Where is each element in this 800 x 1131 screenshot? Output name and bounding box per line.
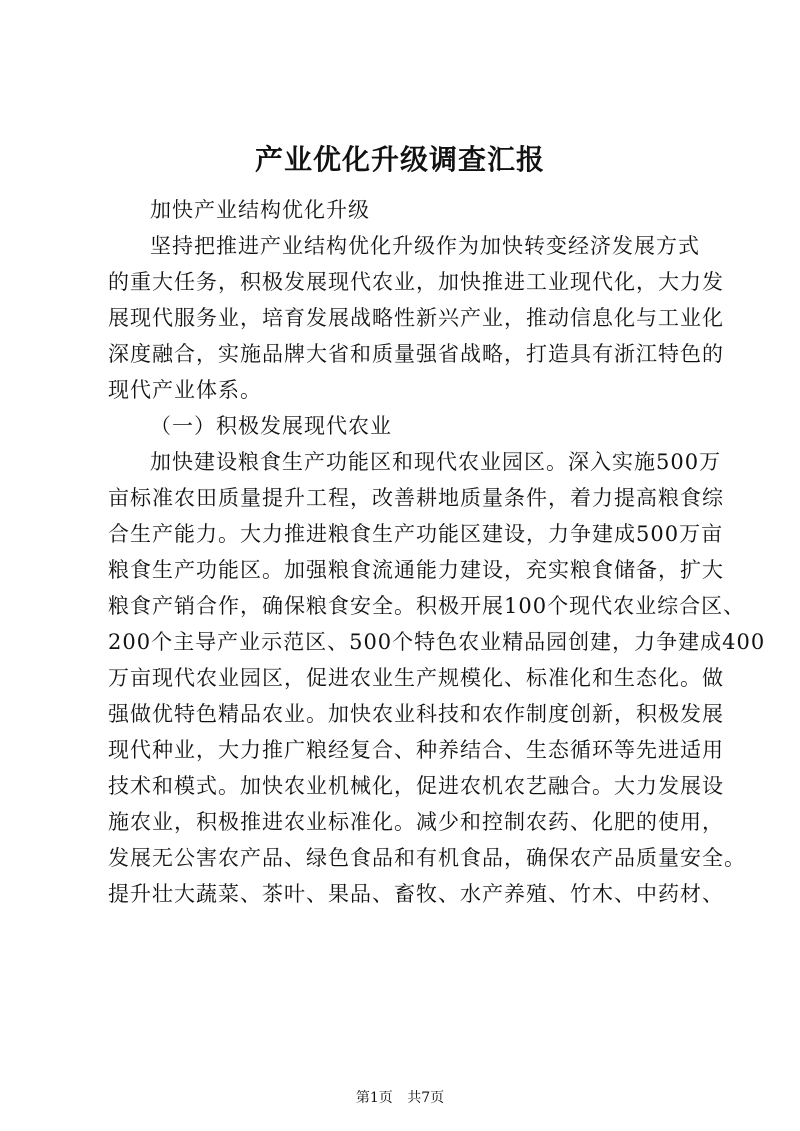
paragraph-line: 技术和模式。加快农业机械化，促进农机农艺融合。大力发展设 <box>108 774 724 798</box>
paragraph-line: 展现代服务业，培育发展战略性新兴产业，推动信息化与工业化 <box>108 306 724 330</box>
paragraph-line: 坚持把推进产业结构优化升级作为加快转变经济发展方式 <box>150 234 700 258</box>
paragraph-line: 合生产能力。大力推进粮食生产功能区建设，力争建成500万亩 <box>108 522 724 546</box>
paragraph-line: 万亩现代农业园区，促进农业生产规模化、标准化和生态化。做 <box>108 666 724 690</box>
page-footer <box>0 1088 800 1108</box>
paragraph-line: 的重大任务，积极发展现代农业，加快推进工业现代化，大力发 <box>108 270 724 294</box>
paragraph-line: 加快建设粮食生产功能区和现代农业园区。深入实施500万 <box>150 450 722 474</box>
paragraph-line: 强做优特色精品农业。加快农业科技和农作制度创新，积极发展 <box>108 702 724 726</box>
subsection-heading: （一）积极发展现代农业 <box>150 414 392 438</box>
paragraph-line: 发展无公害农产品、绿色食品和有机食品，确保农产品质量安全。 <box>108 846 746 870</box>
page-total: 共7页 <box>407 1090 445 1106</box>
section-heading: 加快产业结构优化升级 <box>150 198 370 222</box>
paragraph-line: 200个主导产业示范区、500个特色农业精品园创建，力争建成400 <box>108 630 766 654</box>
paragraph-line: 提升壮大蔬菜、茶叶、果品、畜牧、水产养殖、竹木、中药材、 <box>108 882 724 906</box>
paragraph-line: 施农业，积极推进农业标准化。减少和控制农药、化肥的使用， <box>108 810 724 834</box>
document-body <box>108 192 766 912</box>
paragraph-line: 粮食产销合作，确保粮食安全。积极开展100个现代农业综合区、 <box>108 594 746 618</box>
paragraph-line: 现代种业，大力推广粮经复合、种养结合、生态循环等先进适用 <box>108 738 724 762</box>
page-number: 第1页 <box>355 1090 393 1106</box>
paragraph-line: 亩标准农田质量提升工程，改善耕地质量条件，着力提高粮食综 <box>108 486 724 510</box>
paragraph-line: 现代产业体系。 <box>108 378 262 402</box>
page-title: 产业优化升级调查汇报 <box>254 143 545 176</box>
paragraph-line: 粮食生产功能区。加强粮食流通能力建设，充实粮食储备，扩大 <box>108 558 724 582</box>
paragraph-line: 深度融合，实施品牌大省和质量强省战略，打造具有浙江特色的 <box>108 342 724 366</box>
